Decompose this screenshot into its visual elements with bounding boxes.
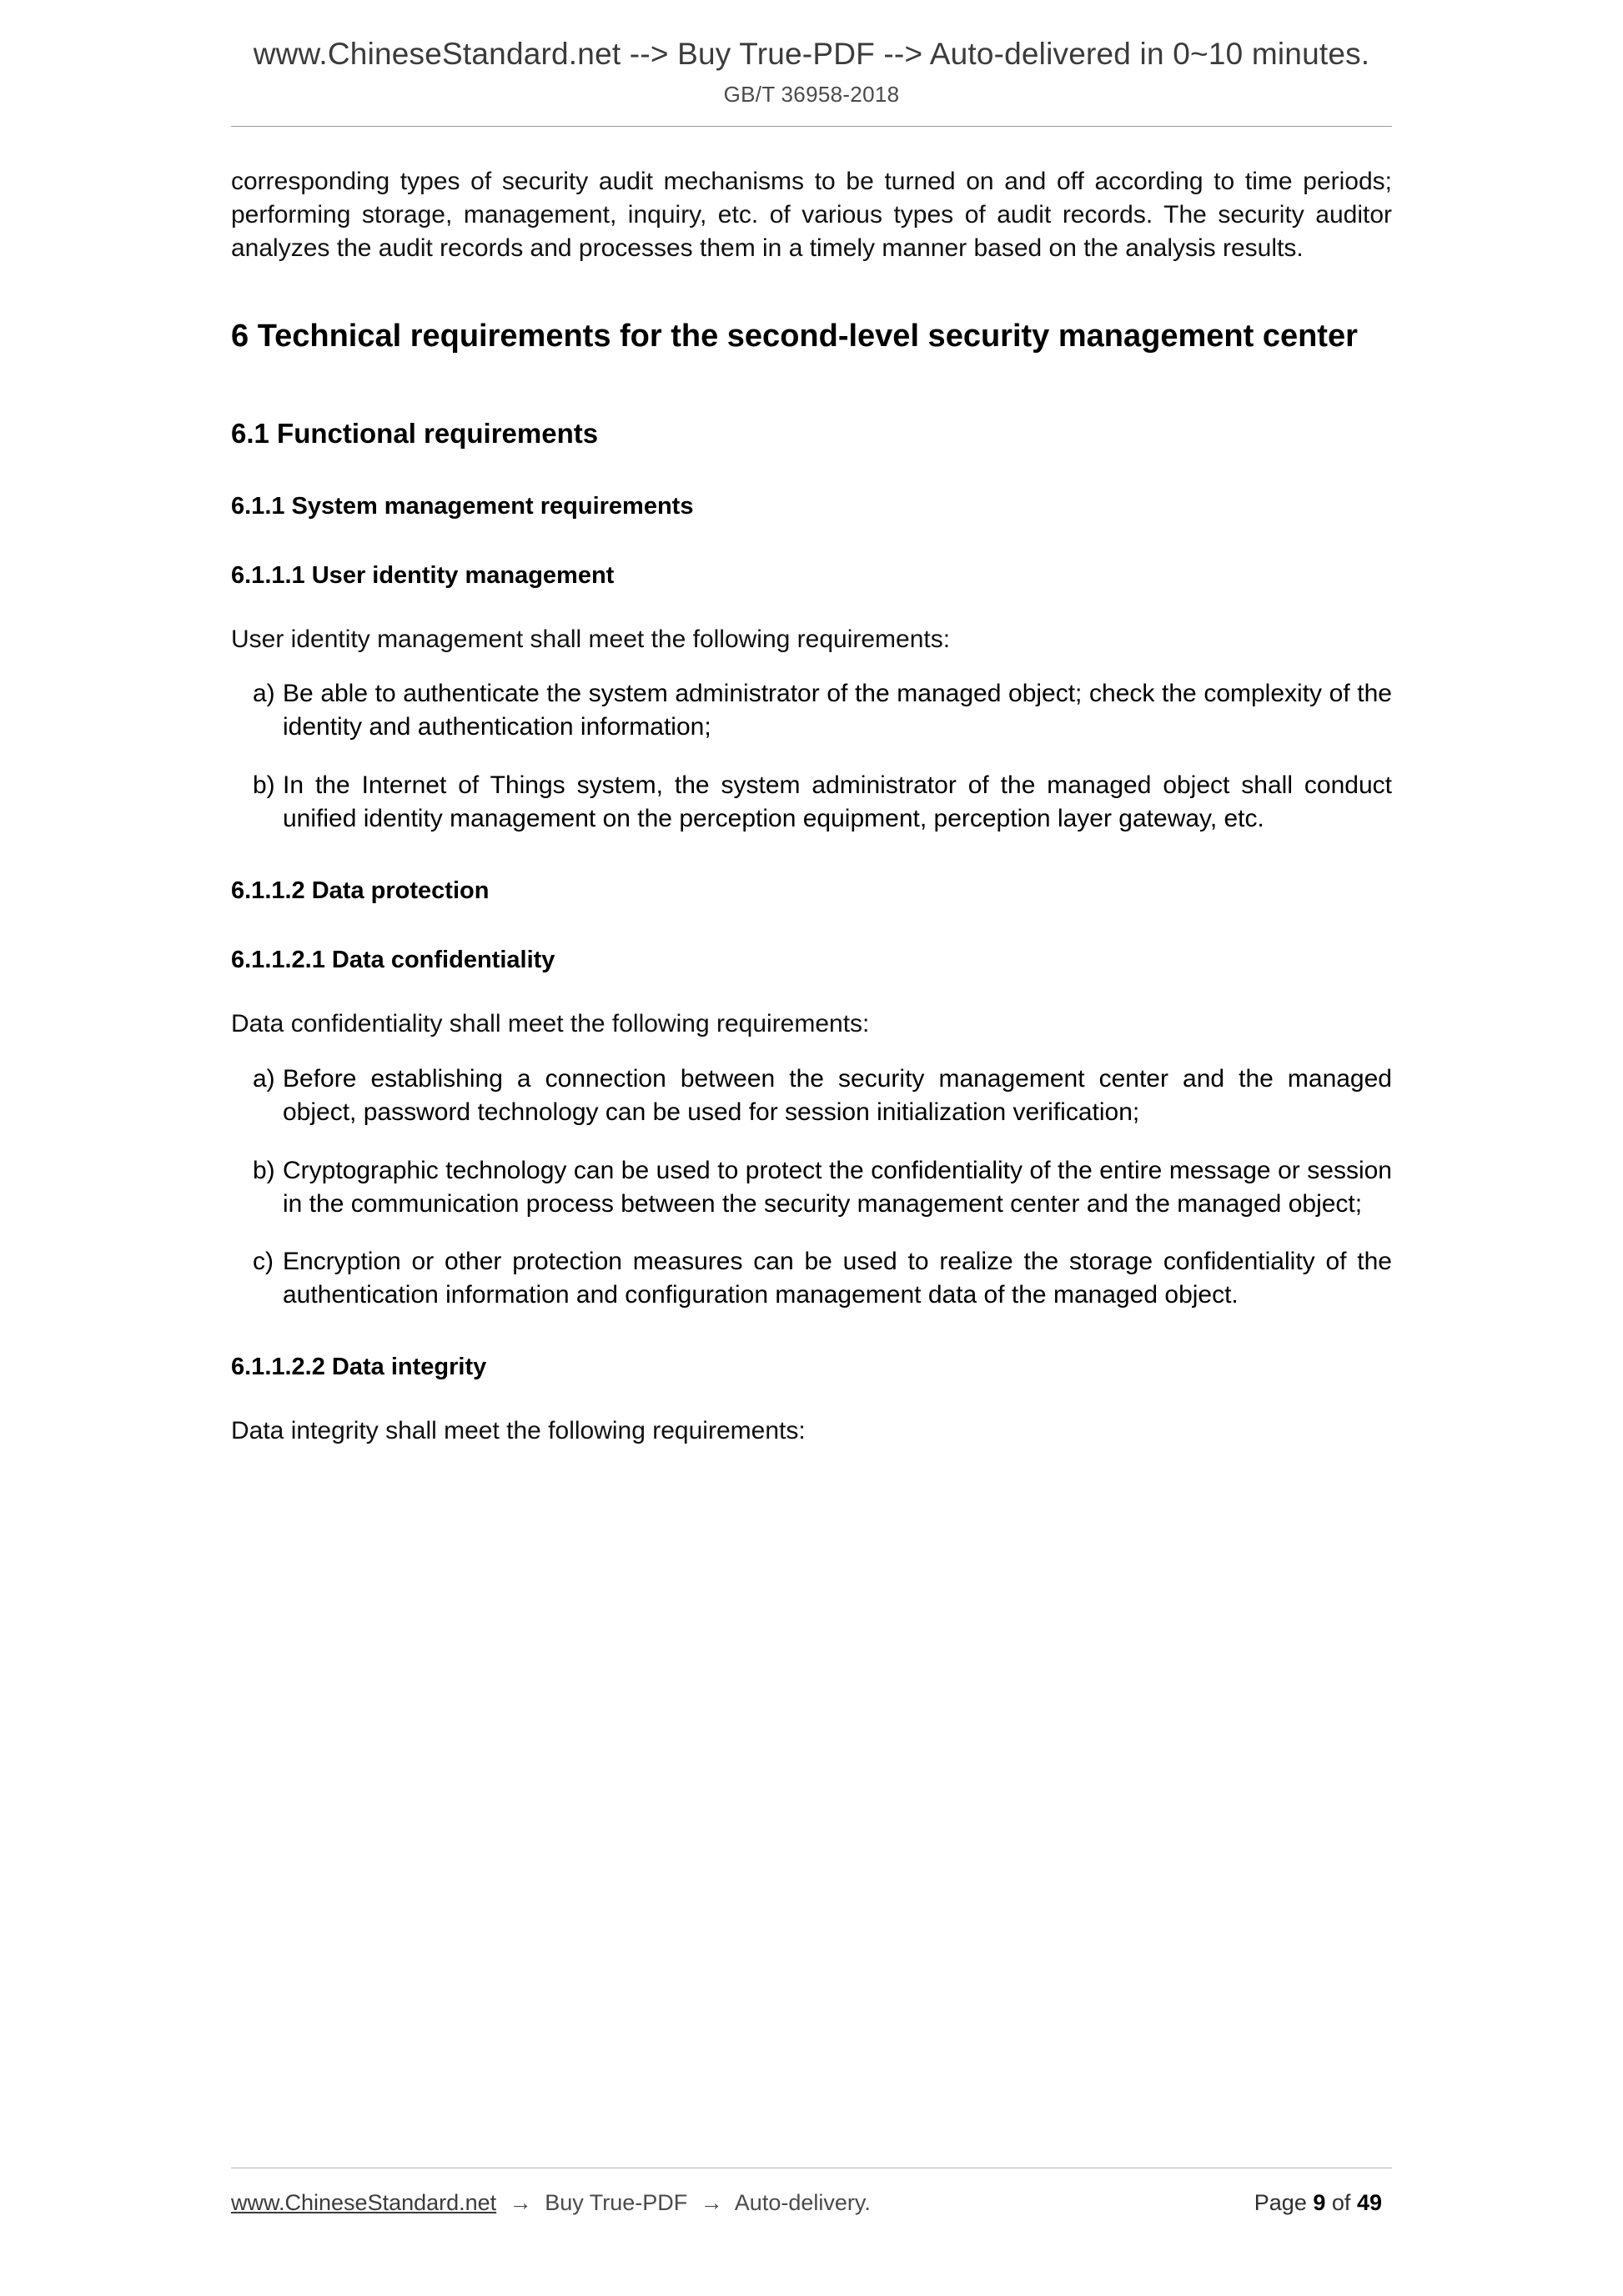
list-item-text: Cryptographic technology can be used to protect the confidentiality of the entire message or session in the communication process between the security management center and the managed object;	[283, 1156, 1392, 1218]
page-footer	[0, 2168, 1623, 2216]
heading-section-6-1-1-2-2: 6.1.1.2.2 Data integrity	[231, 1354, 487, 1381]
spacer	[231, 590, 1392, 623]
list-item-text: Before establishing a connection between the security management center and the managed object, password technology can be used for session initialization verification;	[283, 1064, 1392, 1126]
spacer	[231, 1381, 1392, 1414]
paragraph-data-integrity: Data integrity shall meet the following requirements:	[231, 1417, 806, 1445]
arrow-right-icon: →	[700, 2190, 723, 2215]
promo-banner: www.ChineseStandard.net --> Buy True-PDF --> Auto-delivered in 0~10 minutes.	[253, 37, 1370, 71]
standard-number: GB/T 36958-2018	[723, 82, 900, 107]
page-total: 49	[1356, 2190, 1382, 2215]
page-indicator	[1254, 2190, 1392, 2216]
list-item-text: Be able to authenticate the system administrator of the managed object; check the complexity of the identity and authentication information;	[283, 680, 1392, 741]
heading-section-6-1: 6.1 Functional requirements	[231, 417, 599, 449]
footer-row	[231, 2190, 1392, 2216]
page-header	[0, 0, 1623, 108]
list-user-identity	[231, 677, 1392, 836]
list-item	[231, 677, 1392, 744]
footer-delivery-label: Auto-delivery.	[734, 2190, 871, 2215]
page-content	[231, 127, 1392, 1448]
arrow-right-icon: →	[509, 2190, 532, 2215]
paragraph-data-confidentiality: Data confidentiality shall meet the following requirements:	[231, 1010, 870, 1038]
heading-section-6-1-1-2: 6.1.1.2 Data protection	[231, 877, 490, 905]
heading-section-6: 6 Technical requirements for the second-level security management center	[231, 318, 1358, 354]
list-marker: b)	[253, 771, 275, 800]
spacer	[231, 974, 1392, 1007]
list-marker: a)	[253, 680, 275, 708]
intro-paragraph: corresponding types of security audit mechanisms to be turned on and off according to time periods; performing storage, management, inquiry, etc. of various types of audit records. The security auditor analyzes the audit records and processes them in a timely manner based on the analysis results.	[231, 168, 1392, 262]
list-item	[231, 769, 1392, 836]
paragraph-user-identity: User identity management shall meet the following requirements:	[231, 625, 951, 653]
list-data-confidentiality	[231, 1063, 1392, 1312]
footer-buy-label[interactable]: Buy True-PDF	[545, 2190, 688, 2215]
list-item	[231, 1063, 1392, 1129]
list-item	[231, 1154, 1392, 1221]
heading-section-6-1-1: 6.1.1 System management requirements	[231, 492, 694, 520]
of-label: of	[1331, 2190, 1351, 2215]
heading-section-6-1-1-1: 6.1.1.1 User identity management	[231, 561, 615, 589]
list-item-text: In the Internet of Things system, the system administrator of the managed object shall conduct unified identity management on the perception equipment, perception layer gateway, etc.	[283, 771, 1392, 833]
footer-site-link[interactable]: www.ChineseStandard.net	[231, 2190, 497, 2215]
list-marker: a)	[253, 1064, 275, 1093]
list-marker: b)	[253, 1156, 275, 1184]
page-label: Page	[1254, 2190, 1307, 2215]
list-item-text: Encryption or other protection measures can be used to realize the storage confidentiality of the authentication information and configuration management data of the managed object.	[283, 1248, 1392, 1309]
heading-section-6-1-1-2-1: 6.1.1.2.1 Data confidentiality	[231, 947, 555, 974]
list-marker: c)	[253, 1248, 274, 1276]
footer-links	[231, 2190, 871, 2216]
list-item	[231, 1245, 1392, 1312]
page-number: 9	[1313, 2190, 1326, 2215]
